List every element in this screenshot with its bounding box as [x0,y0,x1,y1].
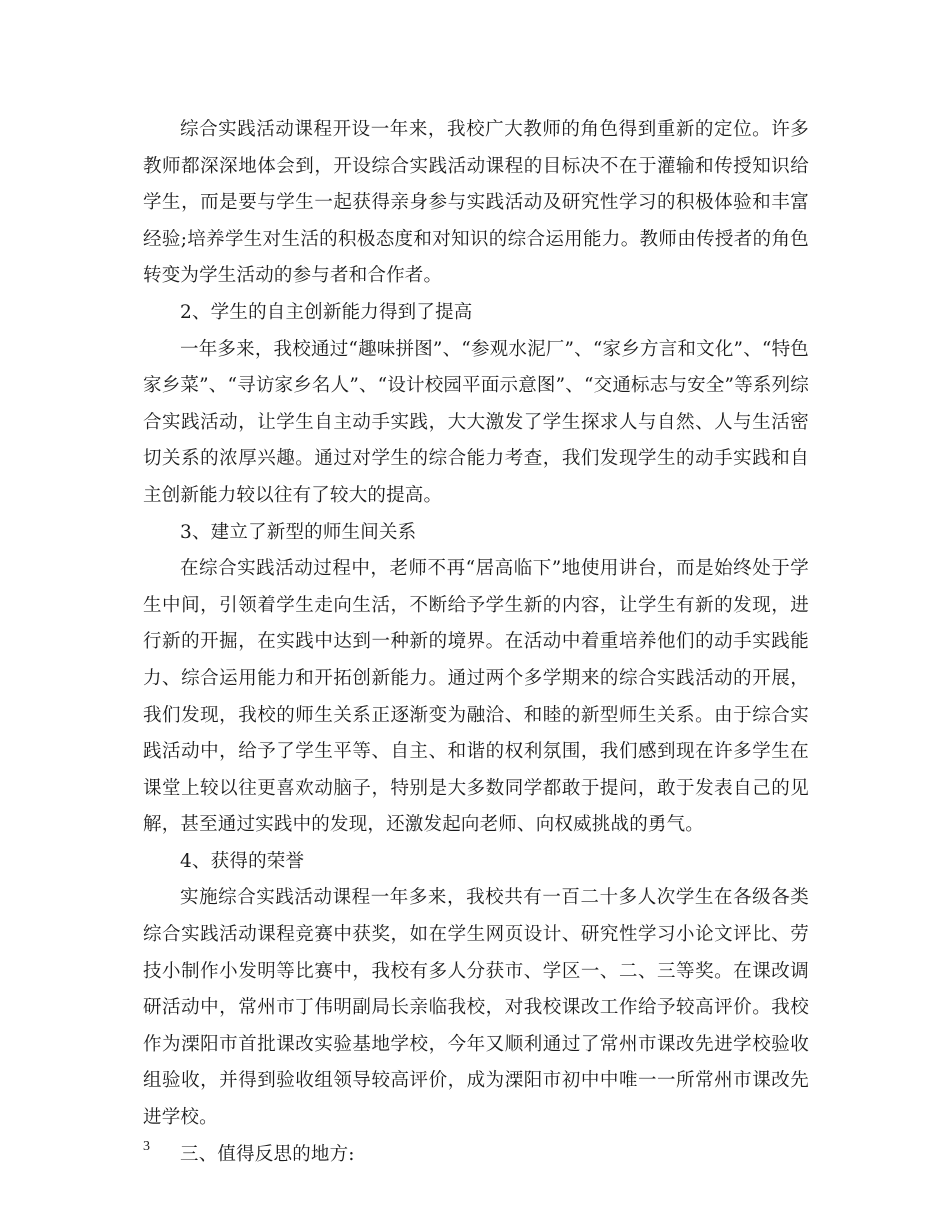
paragraph-honors: 实施综合实践活动课程一年多来，我校共有一百二十多人次学生在各级各类综合实践活动课程竞赛中获奖，如在学生网页设计、研究性学习小论文评比、劳技小制作小发明等比赛中，我校有多人分获市、学区一、二、三等奖。在课改调研活动中，常州市丁伟明副局长亲临我校，对我校课改工作给予较高评价。我校作为溧阳市首批课改实验基地学校，今年又顺利通过了常州市课改先进学校验收组验收，并得到验收组领导较高评价，成为溧阳市初中中唯一一所常州市课改先进学校。 [143,887,809,1129]
document-body [143,112,809,1173]
heading-innovation-ability: 2、学生的自主创新能力得到了提高 [180,301,473,323]
paragraph-teacher-role: 综合实践活动课程开设一年来，我校广大教师的角色得到重新的定位。许多教师都深深地体会到，开设综合实践活动课程的目标决不在于灌输和传授知识给学生，而是要与学生一起获得亲身参与实践活动及研究性学习的积极体验和丰富经验;培养学生对生活的积极态度和对知识的综合运用能力。教师由传授者的角色转变为学生活动的参与者和合作者。 [143,119,809,287]
paragraph-innovation-ability: 一年多来，我校通过“趣味拼图”、“参观水泥厂”、“家乡方言和文化”、“特色家乡菜”、“寻访家乡名人”、“设计校园平面示意图”、“交通标志与安全”等系列综合实践活动，让学生自主动手实践，大大激发了学生探求人与自然、人与生活密切关系的浓厚兴趣。通过对学生的综合能力考查，我们发现学生的动手实践和自主创新能力较以往有了较大的提高。 [143,338,810,506]
heading-teacher-student-relation: 3、建立了新型的师生间关系 [180,521,417,543]
paragraph-teacher-student-relation: 在综合实践活动过程中，老师不再“居高临下”地使用讲台，而是始终处于学生中间，引领着学生走向生活，不断给予学生新的内容，让学生有新的发现，进行新的开掘，在实践中达到一种新的境界。在活动中着重培养他们的动手实践能力、综合运用能力和开拓创新能力。通过两个多学期来的综合实践活动的开展，我们发现，我校的师生关系正逐渐变为融洽、和睦的新型师生关系。由于综合实践活动中，给予了学生平等、自主、和谐的权利氛围，我们感到现在许多学生在课堂上较以往更喜欢动脑子，特别是大多数同学都敢于提问，敢于发表自己的见解，甚至通过实践中的发现，还激发起向老师、向权威挑战的勇气。 [143,558,809,836]
heading-reflection: 三、值得反思的地方: [180,1143,355,1165]
heading-honors: 4、获得的荣誉 [180,850,305,872]
page-number: 3 [143,1139,150,1154]
